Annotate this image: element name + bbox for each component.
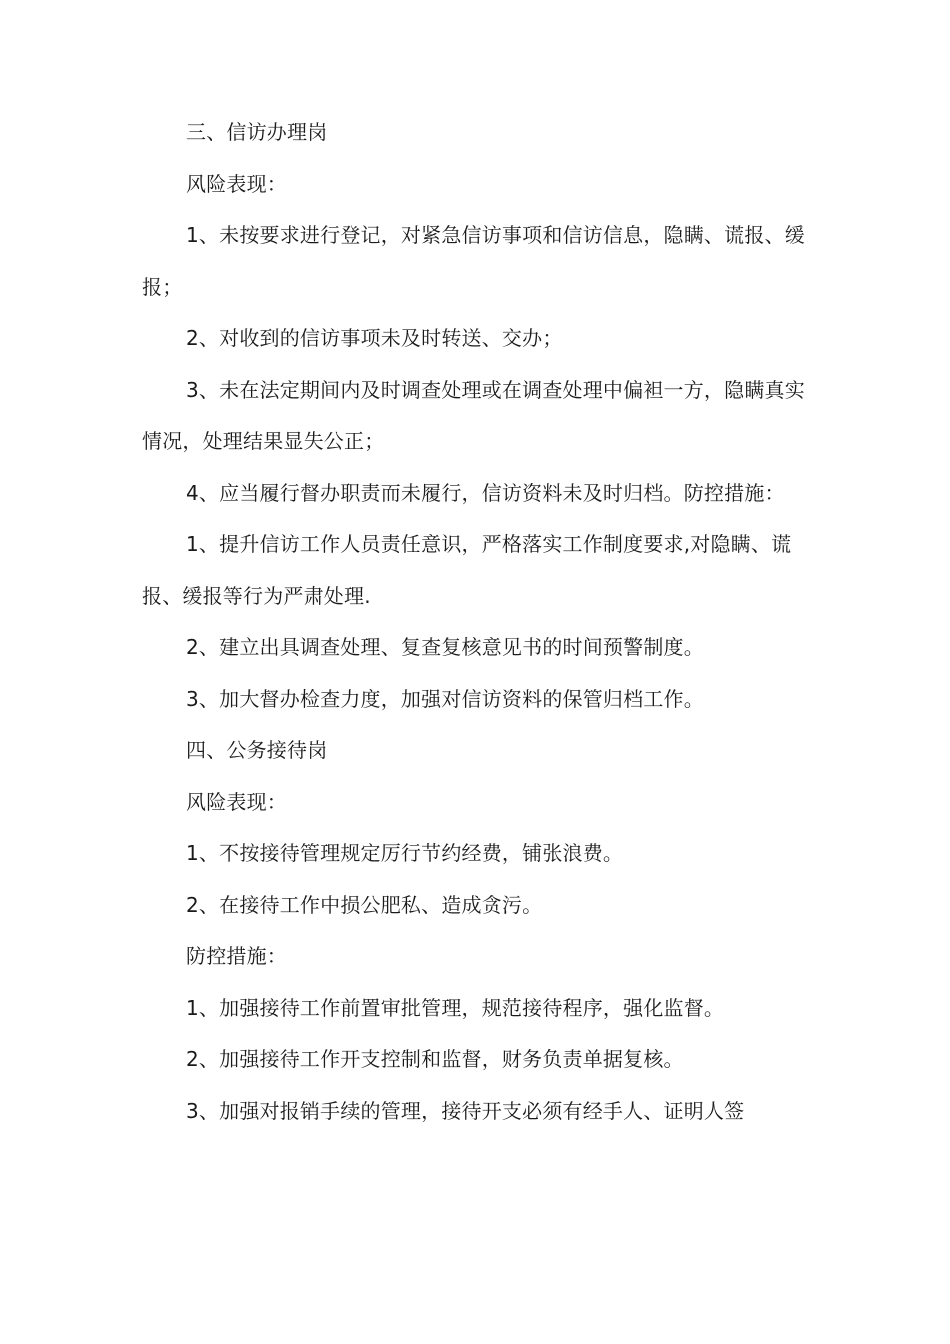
paragraph: 2、加强接待工作开支控制和监督，财务负责单据复核。 (186, 1047, 684, 1071)
paragraph: 2、建立出具调查处理、复查复核意见书的时间预警制度。 (186, 635, 704, 659)
section-heading-reception: 四、公务接待岗 (186, 738, 328, 762)
paragraph: 1、提升信访工作人员责任意识，严格落实工作制度要求,对隐瞒、谎报、缓报等行为严肃处理. (142, 532, 792, 608)
paragraph: 3、加大督办检查力度，加强对信访资料的保管归档工作。 (186, 686, 704, 711)
risk-heading: 风险表现： (186, 789, 287, 814)
paragraph: 4、应当履行督办职责而未履行，信访资料未及时归档。防控措施： (186, 480, 785, 505)
paragraph: 2、在接待工作中损公肥私、造成贪污。 (186, 892, 543, 917)
paragraph: 3、未在法定期间内及时调查处理或在调查处理中偏袒一方，隐瞒真实情况，处理结果显失公正； (142, 377, 805, 453)
paragraph: 1、不按接待管理规定厉行节约经费，铺张浪费。 (186, 841, 624, 865)
document-body (142, 107, 810, 1137)
paragraph: 1、加强接待工作前置审批管理，规范接待程序，强化监督。 (186, 995, 725, 1020)
risk-heading: 风险表现： (186, 171, 287, 196)
section-heading-petition: 三、信访办理岗 (186, 120, 328, 144)
measures-heading: 防控措施： (186, 944, 287, 968)
paragraph: 2、对收到的信访事项未及时转送、交办； (186, 326, 563, 350)
paragraph: 1、未按要求进行登记，对紧急信访事项和信访信息，隐瞒、谎报、缓报； (142, 223, 805, 299)
paragraph: 3、加强对报销手续的管理，接待开支必须有经手人、证明人签 (186, 1098, 745, 1123)
